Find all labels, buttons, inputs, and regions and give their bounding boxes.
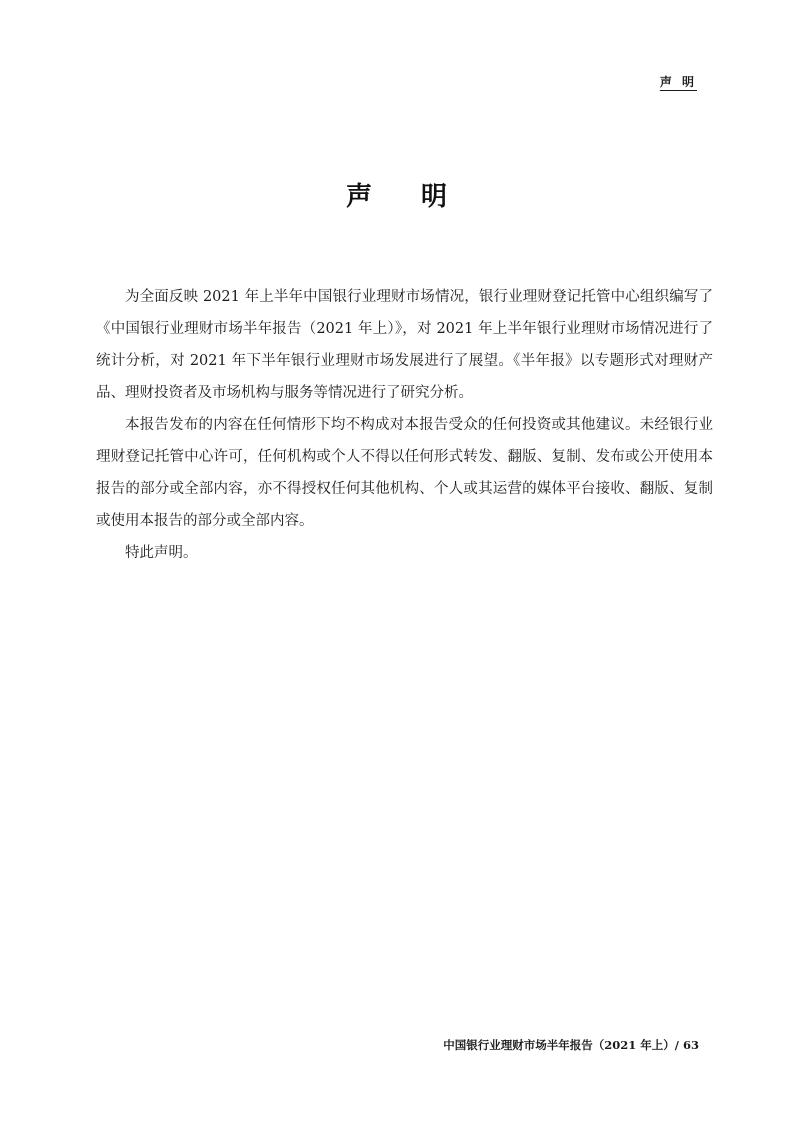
paragraph-closing: 特此声明。	[125, 545, 198, 561]
paragraph-intro: 为全面反映 2021 年上半年中国银行业理财市场情况，银行业理财登记托管中心组织编写了《中国银行业理财市场半年报告（2021 年上）》，对 2021 年上半年银行业理财市场情况进行了统计分析，对 2021 年下半年银行业理财市场发展进行了展望。《半年报》以专题形式对理财产品、理财投资者及市场机构与服务等情况进行了研究分析。	[96, 289, 713, 401]
page-title: 声 明	[345, 182, 468, 212]
running-header: 声 明	[659, 75, 697, 89]
statement-body	[96, 281, 713, 569]
paragraph-disclaimer: 本报告发布的内容在任何情形下均不构成对本报告受众的任何投资或其他建议。未经银行业理财登记托管中心许可，任何机构或个人不得以任何形式转发、翻版、复制、发布或公开使用本报告的部分或全部内容，亦不得授权任何其他机构、个人或其运营的媒体平台接收、翻版、复制或使用本报告的部分或全部内容。	[96, 417, 713, 529]
running-footer: 中国银行业理财市场半年报告（2021 年上）/ 63	[443, 1038, 699, 1052]
